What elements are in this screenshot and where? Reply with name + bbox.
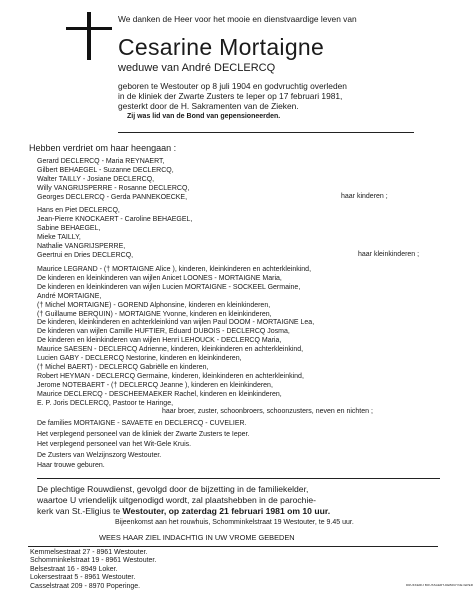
clinic-line: in de kliniek der Zwarte Zusters te Ieper op 17 februari 1981, <box>118 91 343 101</box>
list-item: Belsestraat 16 - 8949 Loker. <box>30 565 118 573</box>
list-item: Schomminkelstraat 19 - 8961 Westouter. <box>30 557 157 565</box>
list-item: E. P. Joris DECLERCQ, Pastoor te Haringe, <box>37 399 174 407</box>
divider <box>118 132 414 133</box>
list-item: De families MORTAIGNE - SAVAETE en DECLERCQ - CUVELIER. <box>37 420 247 427</box>
children-list <box>37 158 189 203</box>
list-item: Sabine BEHAEGEL, <box>37 224 101 232</box>
list-item: Maurice DECLERCQ - DESCHEEMAEKER Rachel, kinderen en kleinkinderen, <box>37 390 282 398</box>
list-item: De kinderen, kleinkinderen en achterkleinkind van wijlen Paul DOOM - MORTAIGNE Lea, <box>37 319 315 327</box>
list-item: († Michel BAERT) - DECLERCQ Gabriëlle en kinderen, <box>37 363 209 371</box>
list-item: Gerard DECLERCQ - Maria REYNAERT, <box>37 158 165 165</box>
remember-line: WEES HAAR ZIEL INDACHTIG IN UW VROME GEBEDEN <box>99 533 295 542</box>
list-item: Het verplegend personeel van de kliniek der Zwarte Zusters te Ieper. <box>37 430 250 438</box>
list-item: Willy VANGRIJSPERRE - Rosanne DECLERCQ, <box>37 184 190 192</box>
list-item: Nathalie VANGRIJSPERRE, <box>37 242 126 250</box>
sacraments-line: gesterkt door de H. Sakramenten van de Zieken. <box>118 101 299 111</box>
printer-credit: DRUKKERIJ BOUSSAERT-DEBRUYNE IEPER <box>406 583 474 587</box>
list-item: Gilbert BEHAEGEL - Suzanne DECLERCQ, <box>37 166 174 174</box>
list-item: Maurice SAESEN - DECLERCQ Adrienne, kinderen, kleinkinderen en achterkleinkind, <box>37 346 304 354</box>
divider <box>37 478 440 479</box>
gathering-line: Bijeenkomst aan het rouwhuis, Schomminkelstraat 19 Westouter, te 9.45 uur. <box>115 519 354 526</box>
address-list <box>30 549 156 591</box>
grandchildren-label: haar kleinkinderen ; <box>358 251 420 258</box>
list-item: Maurice LEGRAND - († MORTAIGNE Alice ), kinderen, kleinkinderen en achterkleinkind, <box>37 266 312 273</box>
list-item: Robert HEYMAN - DECLERCQ Germaine, kinderen, kleinkinderen en achterkleinkind, <box>37 372 304 380</box>
list-item: Casselstraat 209 - 8970 Poperinge. <box>30 582 141 590</box>
list-item: Lucien GABY - DECLERCQ Nestorine, kinderen en kleinkinderen, <box>37 355 242 363</box>
list-item: Walter TAILLY - Josiane DECLERCQ, <box>37 175 155 183</box>
family-label: haar broer, zuster, schoonbroers, schoonzusters, neven en nichten ; <box>162 408 373 415</box>
list-item: Kemmelsestraat 27 - 8961 Westouter. <box>30 549 148 556</box>
mourners-heading: Hebben verdriet om haar heengaan : <box>29 143 177 153</box>
list-item: Georges DECLERCQ - Gerda PANNEKOECKE, <box>37 193 188 201</box>
list-item: († Guillaume BERQUIN) - MORTAIGNE Yvonne, kinderen en kleinkinderen, <box>37 310 272 318</box>
list-item: († Michel MORTAIGNE) - GOREND Alphonsine, kinderen en kleinkinderen, <box>37 301 271 309</box>
deceased-name: Cesarine Mortaigne <box>118 34 325 60</box>
list-item: De Zusters van Welzijnszorg Westouter. <box>37 451 162 459</box>
list-item: Lokersestraat 5 - 8961 Westouter. <box>30 574 136 582</box>
service-line: kerk van St.-Eligius te Westouter, op zaterdag 21 februari 1981 om 10 uur. <box>37 506 331 516</box>
service-date: Westouter, op zaterdag 21 februari 1981 om 10 uur. <box>122 506 331 516</box>
member-line: Zij was lid van de Bond van gepensioneerden. <box>127 113 281 120</box>
intro-text: We danken de Heer voor het mooie en dienstvaardige leven van <box>118 14 357 24</box>
list-item: André MORTAIGNE, <box>37 292 102 300</box>
list-item: Jerome NOTEBAERT - († DECLERCQ Jeanne ), kinderen en kleinkinderen, <box>37 381 273 389</box>
born-line: geboren te Westouter op 8 juli 1904 en godvruchtig overleden <box>118 81 347 91</box>
extra-list <box>37 419 249 472</box>
children-label: haar kinderen ; <box>341 193 388 200</box>
list-item: Hans en Piet DECLERCQ, <box>37 207 120 214</box>
list-item: De kinderen van wijlen Camille HUFTIER, Eduard DUBOIS - DECLERCQ Josma, <box>37 328 290 336</box>
service-line: waartoe U vriendelijk uitgenodigd wordt, zal plaatshebben in de parochie- <box>37 495 316 505</box>
service-line: De plechtige Rouwdienst, gevolgd door de bijzetting in de familiekelder, <box>37 484 309 494</box>
list-item: Mieke TAILLY, <box>37 233 81 241</box>
list-item: De kinderen en kleinkinderen van wijlen Henri LEHOUCK - DECLERCQ Maria, <box>37 337 282 345</box>
divider <box>28 546 438 547</box>
list-item: Haar trouwe geburen. <box>37 462 105 470</box>
family-list <box>37 266 314 409</box>
service-text <box>37 484 330 517</box>
grandchildren-list <box>37 207 192 260</box>
list-item: De kinderen en kleinkinderen van wijlen Lucien MORTAIGNE - SOCKEEL Germaine, <box>37 283 301 291</box>
list-item: Geertrui en Dries DECLERCQ, <box>37 251 134 259</box>
biography <box>118 81 347 111</box>
list-item: De kinderen en kleinkinderen van wijlen Anicet LOONES - MORTAIGNE Maria, <box>37 274 282 282</box>
list-item: Jean-Pierre KNOCKAERT - Caroline BEHAEGEL, <box>37 215 193 223</box>
widow-line: weduwe van André DECLERCQ <box>118 62 276 74</box>
list-item: Het verplegend personeel van het Wit-Gele Kruis. <box>37 441 192 449</box>
